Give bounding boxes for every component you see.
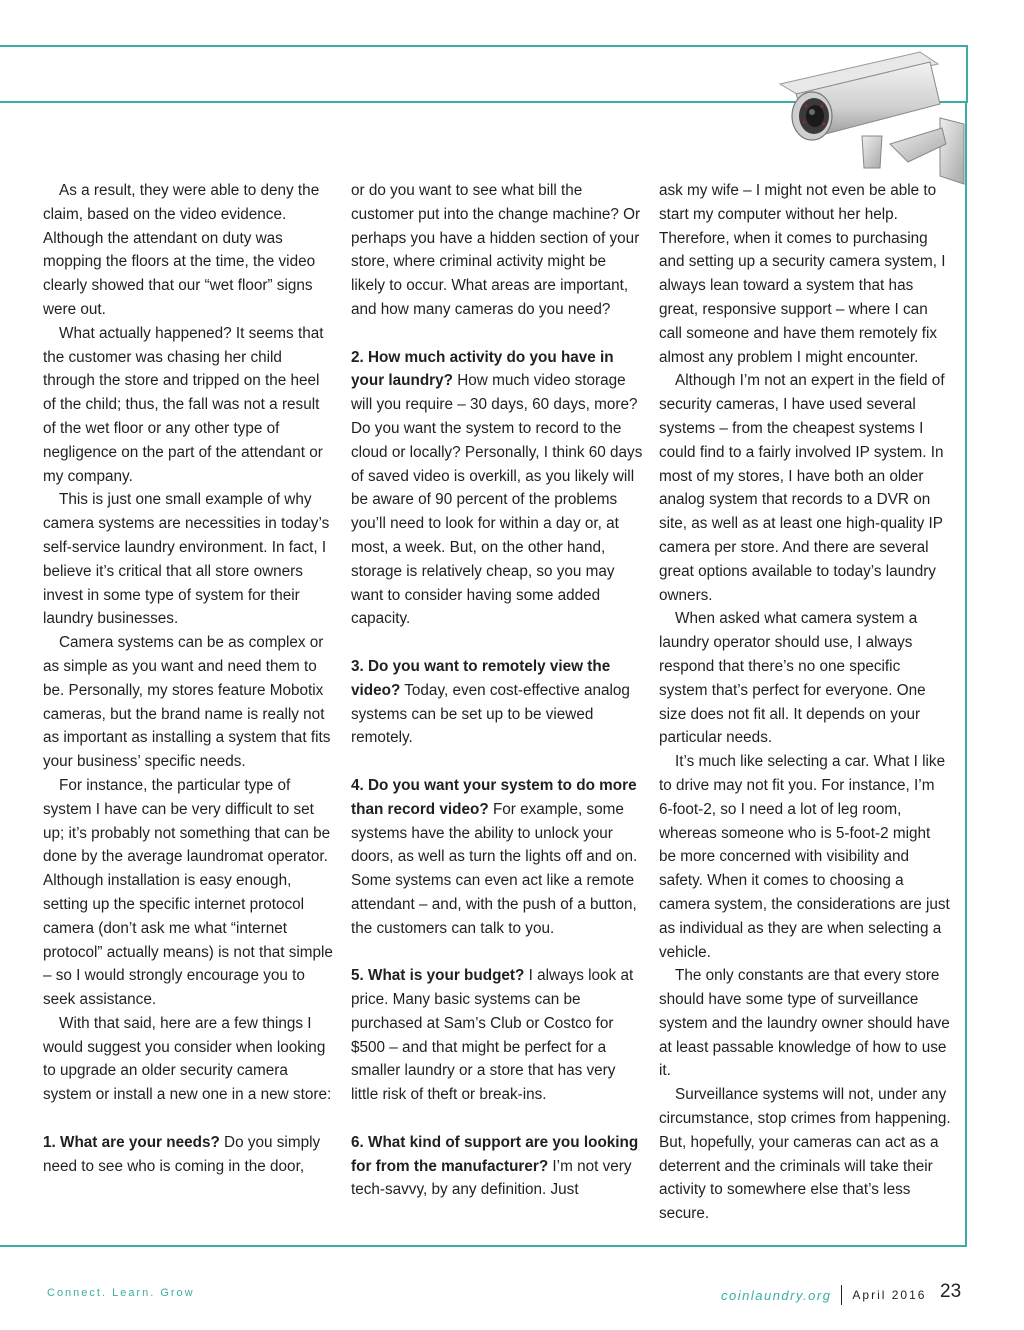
footer-site-link[interactable]: coinlaundry.org bbox=[721, 1287, 832, 1303]
bottom-frame-border bbox=[0, 1245, 967, 1247]
question-1 bbox=[43, 1131, 335, 1179]
paragraph: Camera systems can be as complex or as simple as you want and need them to be. Personally, my stores feature Mobotix cameras, but the brand name is really not as important as installing a system that fits your business’ specific needs. bbox=[43, 634, 331, 771]
footer-date: April 2016 bbox=[852, 1288, 927, 1302]
paragraph: For instance, the particular type of system I have can be very difficult to set up; it’s probably not something that can be done by the average laundromat operator. Although installation is easy enough, setting up the specific internet protocol camera (don’t ask me what “internet protocol” actually means) is not that simple – so I would strongly encourage you to seek assistance. bbox=[43, 776, 333, 1009]
question-2 bbox=[351, 346, 643, 632]
question-text: Today, even cost-effective analog systems can be set up to be viewed remotely. bbox=[351, 681, 630, 747]
paragraph: The only constants are that every store should have some type of surveillance system and the laundry owner should have at least passable knowledge of how to use it. bbox=[659, 967, 950, 1080]
footer-tagline: Connect. Learn. Grow bbox=[47, 1287, 195, 1299]
paragraph: ask my wife – I might not even be able to start my computer without her help. Therefore, when it comes to purchasing and setting up a security camera system, I always lean toward a system that has great, responsive support – where I can call someone and have them remotely fix almost any problem I might encounter. bbox=[659, 182, 946, 366]
paragraph: This is just one small example of why camera systems are necessities in today’s self-service laundry environment. In fact, I believe it’s critical that all store owners invest in some type of system for their laundry businesses. bbox=[43, 491, 330, 628]
question-heading: 6. What kind of support are you looking for from the manufacturer? bbox=[351, 1133, 639, 1175]
spacer bbox=[351, 631, 643, 655]
question-heading: 3. Do you want to remotely view the video? bbox=[351, 657, 611, 699]
spacer bbox=[43, 1107, 335, 1131]
paragraph: What actually happened? It seems that the customer was chasing her child through the store and tripped on the heel of the child; thus, the fall was not a result of the wet floor or any other type of negligence on the part of the attendant or my company. bbox=[43, 324, 324, 485]
footer-divider bbox=[841, 1285, 842, 1305]
question-3 bbox=[351, 655, 643, 750]
page-number: 23 bbox=[940, 1281, 962, 1302]
spacer bbox=[351, 1107, 643, 1131]
question-text: I always look at price. Many basic systems can be purchased at Sam’s Club or Costco for $500 – and that might be perfect for a smaller laundry or a store that has very little risk of theft or break-ins. bbox=[351, 967, 634, 1104]
paragraph: It’s much like selecting a car. What I like to drive may not fit you. For instance, I’m 6-foot-2, so I need a lot of leg room, whereas someone who is 5-foot-2 might be more concerned with visibility and safety. When it comes to choosing a camera system, the considerations are just as individual as they are when selecting a vehicle. bbox=[659, 753, 950, 961]
question-text: For example, some systems have the ability to unlock your doors, as well as turn the lights off and on. Some systems can even act like a remote attendant – and, with the push of a button, the customers can talk to you. bbox=[351, 800, 638, 937]
paragraph: Surveillance systems will not, under any circumstance, stop crimes from happening. But, hopefully, your cameras can act as a deterrent and the criminals will take their activity to somewhere else that’s less secure. bbox=[659, 1086, 951, 1223]
security-camera-image bbox=[770, 44, 970, 194]
paragraph: With that said, here are a few things I would suggest you consider when looking to upgrade an older security camera system or install a new one in a new store: bbox=[43, 1014, 332, 1104]
question-heading: 4. Do you want your system to do more than record video? bbox=[351, 776, 637, 818]
question-text: How much video storage will you require – 30 days, 60 days, more? Do you want the system to record to the cloud or locally? Personally, I think 60 days of saved video is overkill, as you likely will be aware of 90 percent of the problems you’ll need to look for within a day or, at most, a week. But, on the other hand, storage is relatively cheap, so you may want to consider having some added capacity. bbox=[351, 372, 643, 628]
question-text: Do you simply need to see who is coming in the door, bbox=[43, 1133, 321, 1175]
right-frame-border bbox=[965, 101, 967, 1247]
question-heading: 2. How much activity do you have in your laundry? bbox=[351, 348, 614, 390]
question-text: I’m not very tech-savvy, by any definition. Just bbox=[351, 1157, 632, 1199]
spacer bbox=[351, 322, 643, 346]
question-6 bbox=[351, 1131, 643, 1202]
question-heading: 1. What are your needs? bbox=[43, 1133, 220, 1151]
paragraph: When asked what camera system a laundry operator should use, I always respond that there’s no one specific system that’s perfect for everyone. One size does not fit all. It depends on your particular needs. bbox=[659, 610, 926, 747]
article-column-3 bbox=[659, 179, 951, 1226]
paragraph: Although I’m not an expert in the field of security cameras, I have used several systems – from the cheapest systems I could find to a fairly involved IP system. In most of my stores, I have both an older analog system that records to a DVR on site, as well as at least one high-quality IP camera per store. And there are several great options available to today’s laundry owners. bbox=[659, 372, 945, 604]
question-heading: 5. What is your budget? bbox=[351, 967, 525, 985]
paragraph: or do you want to see what bill the customer put into the change machine? Or perhaps you have a hidden section of your store, where criminal activity might be likely to occur. What areas are important, and how many cameras do you need? bbox=[351, 182, 641, 318]
question-5 bbox=[351, 964, 643, 1107]
question-4 bbox=[351, 774, 643, 941]
paragraph: As a result, they were able to deny the claim, based on the video evidence. Although the attendant on duty was mopping the floors at the time, the video clearly showed that our “wet floor” signs were out. bbox=[43, 182, 320, 318]
article-column-2 bbox=[351, 179, 643, 1202]
article-column-1 bbox=[43, 179, 335, 1178]
footer-info bbox=[721, 1285, 926, 1305]
spacer bbox=[351, 941, 643, 965]
spacer bbox=[351, 750, 643, 774]
